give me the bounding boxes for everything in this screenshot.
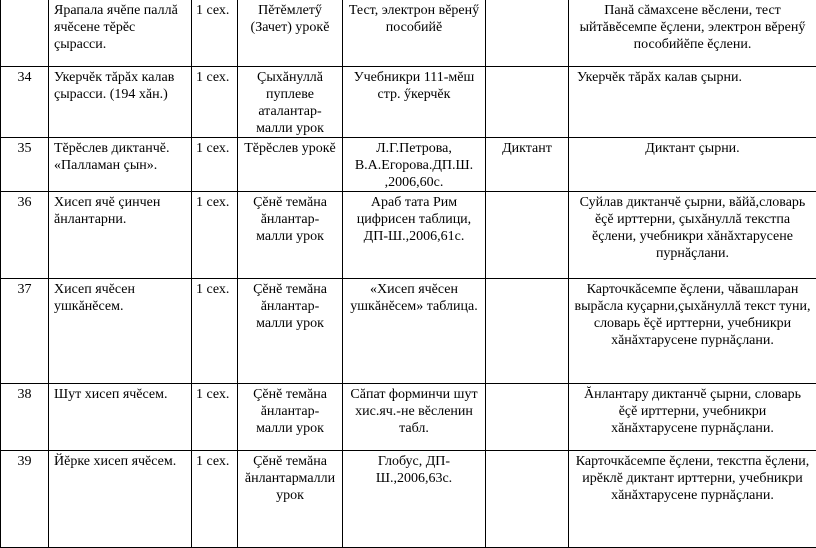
lesson-type: Çыхăнуллă пуплеве аталантар-малли урок — [238, 67, 343, 138]
lesson-materials: Л.Г.Петрова, В.А.Егорова.ДП.Ш. ,2006,60с. — [343, 138, 486, 192]
lesson-number: 34 — [1, 67, 49, 138]
lesson-activity: Карточкăсемпе ĕçлени, чăвашларан вырăсла куçарни,çыхăнуллă текст туни, словарь ĕçĕ ирттерни, учебникри хăнăхтарусене пурнăçлани. — [569, 279, 816, 384]
lesson-type: Çĕнĕ темăна ăнлантар-малли урок — [238, 192, 343, 279]
lesson-type: Тĕрĕслев урокĕ — [238, 138, 343, 192]
table-row — [1, 279, 816, 384]
lesson-theme: Шут хисеп ячĕсем. — [49, 384, 192, 451]
table-row — [1, 67, 816, 138]
lesson-number: 35 — [1, 138, 49, 192]
lesson-activity: Суйлав диктанчĕ çырни, вăйă,словарь ĕçĕ ирттерни, çыхăнуллă текстпа ĕçлени, учебникри хăнăхтарусене пурнăçлани. — [569, 192, 816, 279]
table-row — [1, 138, 816, 192]
lesson-control — [486, 279, 569, 384]
lesson-control — [486, 192, 569, 279]
lesson-hours: 1 сех. — [192, 138, 238, 192]
lesson-control: Диктант — [486, 138, 569, 192]
lesson-activity: Панă сăмахсене вĕслени, тест ыйтăвĕсемпе ĕçлени, электрон вĕренӳ пособийĕпе ĕçлени. — [569, 0, 816, 67]
lesson-number: 36 — [1, 192, 49, 279]
lesson-materials: Тест, электрон вĕренӳ пособийĕ — [343, 0, 486, 67]
lesson-theme: Хисеп ячĕ çинчен ăнлантарни. — [49, 192, 192, 279]
lesson-type: Çĕнĕ темăна ăнлантар-малли урок — [238, 279, 343, 384]
lesson-activity: Диктант çырни. — [569, 138, 816, 192]
table-row — [1, 384, 816, 451]
lesson-control — [486, 384, 569, 451]
lesson-number — [1, 0, 49, 67]
lesson-materials: «Хисеп ячĕсен ушкăнĕсем» таблица. — [343, 279, 486, 384]
lesson-control — [486, 451, 569, 548]
lesson-hours: 1 сех. — [192, 451, 238, 548]
lesson-hours: 1 сех. — [192, 192, 238, 279]
lesson-type: Çĕнĕ темăна ăнлантармалли урок — [238, 451, 343, 548]
lesson-activity: Укерчĕк тăрăх калав çырни. — [569, 67, 816, 138]
lesson-theme: Хисеп ячĕсен ушкăнĕсем. — [49, 279, 192, 384]
lesson-theme: Йĕрке хисеп ячĕсем. — [49, 451, 192, 548]
table-row — [1, 192, 816, 279]
table-row — [1, 0, 816, 67]
lesson-materials: Учебникри 111-мĕш стр. ӳкерчĕк — [343, 67, 486, 138]
lesson-control — [486, 67, 569, 138]
lesson-theme: Тĕрĕслев диктанчĕ. «Палламан çын». — [49, 138, 192, 192]
lesson-number: 37 — [1, 279, 49, 384]
lesson-theme: Укерчĕк тăрăх калав çырасси. (194 хăн.) — [49, 67, 192, 138]
lesson-control — [486, 0, 569, 67]
lesson-hours: 1 сех. — [192, 0, 238, 67]
lesson-type: Çĕнĕ темăна ăнлантар-малли урок — [238, 384, 343, 451]
lesson-materials: Сăпат форминчи шут хис.яч.-не вĕсленин табл. — [343, 384, 486, 451]
lesson-theme: Ярапала ячĕпе паллă ячĕсене тĕрĕс çырасси. — [49, 0, 192, 67]
lesson-activity: Карточкăсемпе ĕçлени, текстпа ĕçлени, ирĕклĕ диктант ирттерни, учебникри хăнăхтарусене пурнăçлани. — [569, 451, 816, 548]
lesson-materials: Глобус, ДП-Ш.,2006,63с. — [343, 451, 486, 548]
lesson-hours: 1 сех. — [192, 279, 238, 384]
lesson-activity: Ăнлантару диктанчĕ çырни, словарь ĕçĕ ирттерни, учебникри хăнăхтарусене пурнăçлани. — [569, 384, 816, 451]
lesson-number: 38 — [1, 384, 49, 451]
lesson-type: Пĕтĕмлетӳ (Зачет) урокĕ — [238, 0, 343, 67]
lesson-hours: 1 сех. — [192, 384, 238, 451]
lesson-materials: Араб тата Рим цифрисен таблици, ДП-Ш.,2006,61с. — [343, 192, 486, 279]
lesson-number: 39 — [1, 451, 49, 548]
lesson-hours: 1 сех. — [192, 67, 238, 138]
table-row — [1, 451, 816, 548]
